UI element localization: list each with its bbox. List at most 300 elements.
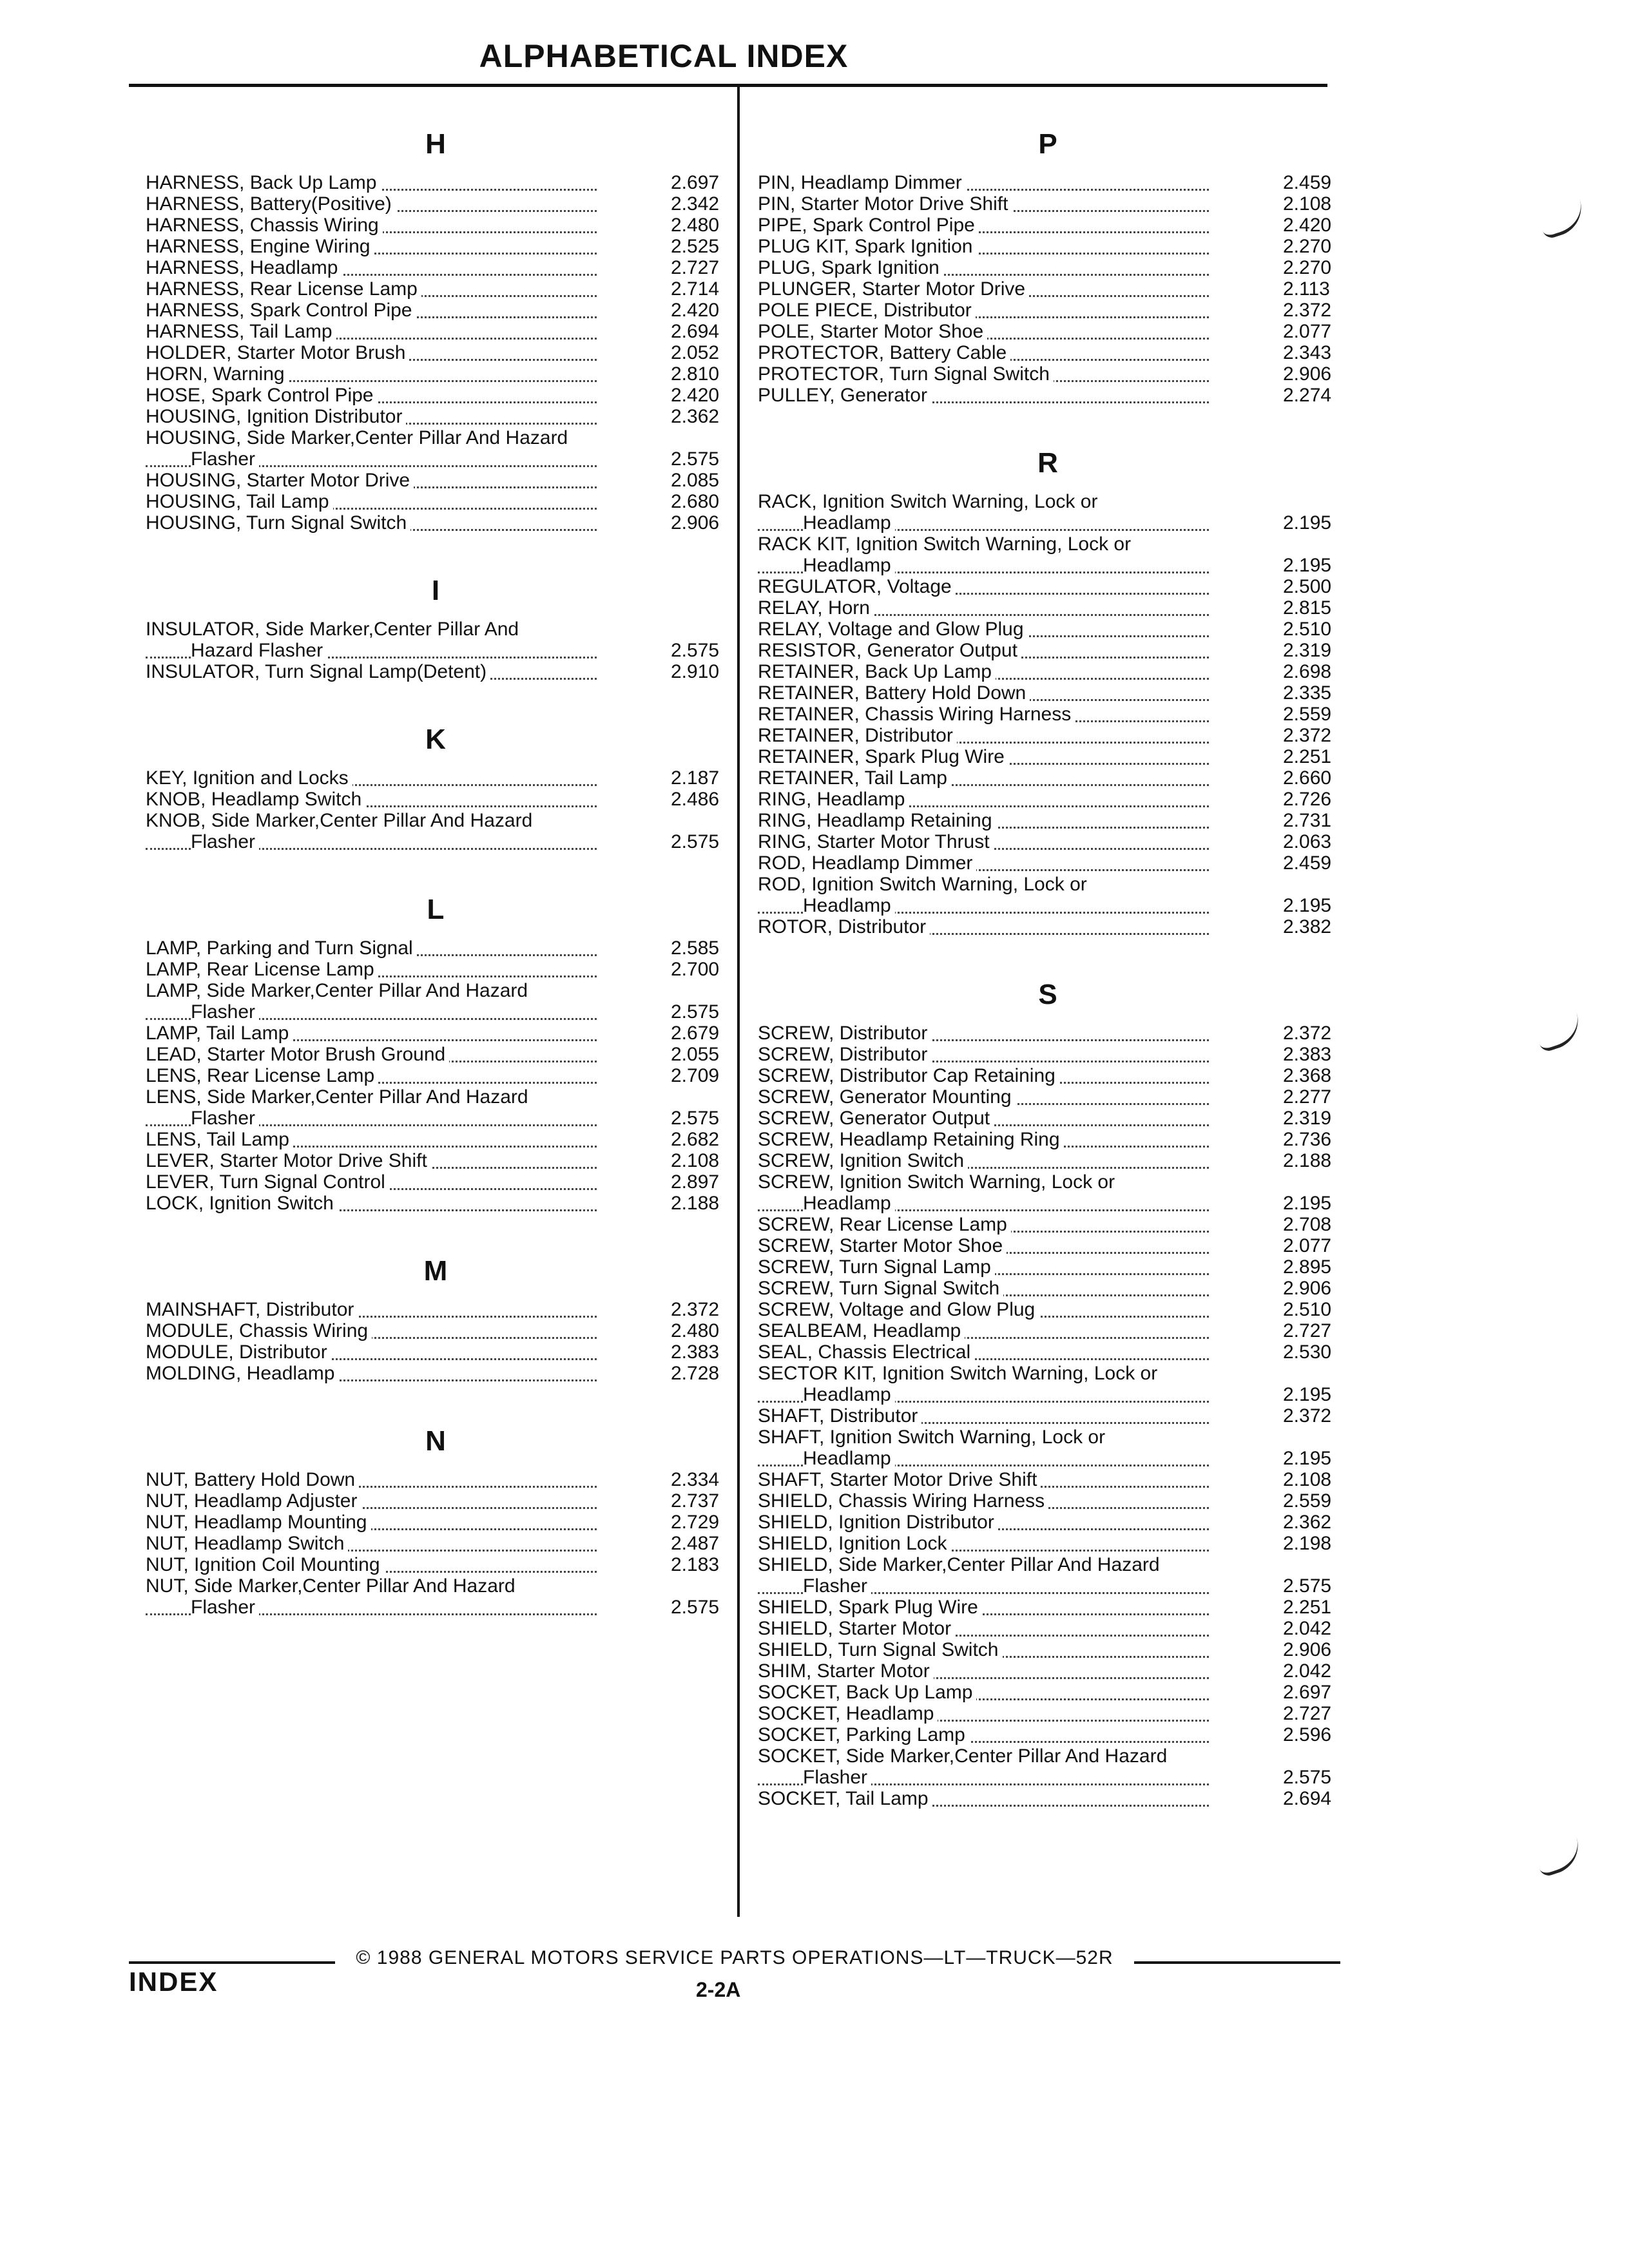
index-entry <box>758 1703 1338 1724</box>
entry-page-number: 2.108 <box>671 1150 720 1171</box>
entry-page-number: 2.575 <box>671 1597 720 1618</box>
entry-name: INSULATOR, Turn Signal Lamp(Detent) <box>146 661 490 682</box>
entry-name: ROTOR, Distributor <box>758 916 930 937</box>
index-entry <box>758 1235 1338 1256</box>
index-entry <box>758 1278 1338 1299</box>
index-entry <box>758 1639 1338 1660</box>
entry-page-number: 2.251 <box>1283 1597 1332 1618</box>
entry-page-number: 2.042 <box>1283 1618 1332 1639</box>
entry-name: ROD, Headlamp Dimmer <box>758 852 976 874</box>
entry-name: PIN, Starter Motor Drive Shift <box>758 193 1012 215</box>
entry-page-number: 2.063 <box>1283 831 1332 852</box>
check-mark-icon <box>1534 1836 1585 1878</box>
index-entry <box>146 959 726 980</box>
index-entry <box>758 321 1338 342</box>
entry-page-number: 2.420 <box>671 385 720 406</box>
entry-name: SHIELD, Side Marker,Center Pillar And Hazard <box>758 1554 1164 1575</box>
index-entry <box>758 874 1338 916</box>
index-entry <box>146 980 726 1023</box>
entry-name: RING, Starter Motor Thrust <box>758 831 994 852</box>
index-entry <box>758 1745 1338 1788</box>
index-entry <box>758 1086 1338 1108</box>
entry-page-number: 2.195 <box>1283 1384 1332 1405</box>
entry-name: HOUSING, Ignition Distributor <box>146 406 406 427</box>
entry-page-number: 2.195 <box>1283 1448 1332 1469</box>
index-entry <box>758 1023 1338 1044</box>
entry-page-number: 2.525 <box>671 236 720 257</box>
entry-name: NUT, Headlamp Mounting <box>146 1512 371 1533</box>
entry-name: NUT, Side Marker,Center Pillar And Hazard <box>146 1575 519 1597</box>
index-entry <box>146 1086 726 1129</box>
entry-page-number: 2.682 <box>671 1129 720 1150</box>
entry-page-number: 2.274 <box>1283 385 1332 406</box>
entry-page-number: 2.188 <box>671 1193 720 1214</box>
index-entry <box>146 1299 726 1320</box>
index-entry <box>758 1108 1338 1129</box>
index-section-i <box>146 533 726 682</box>
index-entry <box>758 1129 1338 1150</box>
entry-name: SHIELD, Ignition Distributor <box>758 1512 998 1533</box>
index-entry <box>758 1724 1338 1745</box>
entry-name: SCREW, Generator Mounting <box>758 1086 1016 1108</box>
index-entry <box>758 619 1338 640</box>
entry-name: SHAFT, Distributor <box>758 1405 921 1427</box>
entry-page-number: 2.372 <box>1283 1405 1332 1427</box>
column-divider <box>737 87 740 1917</box>
entry-name: SCREW, Starter Motor Shoe <box>758 1235 1007 1256</box>
entry-page-number: 2.530 <box>1283 1341 1332 1363</box>
entry-page-number: 2.480 <box>671 1320 720 1341</box>
entry-page-number: 2.108 <box>1283 1469 1332 1490</box>
entry-name: KNOB, Headlamp Switch <box>146 789 365 810</box>
entry-page-number: 2.368 <box>1283 1065 1332 1086</box>
entry-name: PLUG KIT, Spark Ignition <box>758 236 977 257</box>
index-entry <box>758 1256 1338 1278</box>
entry-name: SOCKET, Parking Lamp <box>758 1724 969 1745</box>
entry-page-number: 2.077 <box>1283 1235 1332 1256</box>
entry-page-number: 2.709 <box>671 1065 720 1086</box>
entry-page-number: 2.372 <box>1283 725 1332 746</box>
index-entry <box>758 1341 1338 1363</box>
entry-name: PIPE, Spark Control Pipe <box>758 215 979 236</box>
entry-name: PROTECTOR, Turn Signal Switch <box>758 363 1054 385</box>
entry-page-number: 2.343 <box>1283 342 1332 363</box>
entry-name: RETAINER, Chassis Wiring Harness <box>758 704 1075 725</box>
index-entry <box>146 661 726 682</box>
entry-name: NUT, Headlamp Adjuster <box>146 1490 361 1512</box>
index-entry <box>146 278 726 300</box>
entry-page-number: 2.335 <box>1283 682 1332 704</box>
entry-name: SCREW, Distributor <box>758 1044 931 1065</box>
entry-page-number: 2.251 <box>1283 746 1332 767</box>
entry-page-number: 2.575 <box>671 448 720 470</box>
entry-name: RETAINER, Distributor <box>758 725 957 746</box>
entry-name: HOUSING, Tail Lamp <box>146 491 333 512</box>
entry-name: SCREW, Distributor <box>758 1023 931 1044</box>
entry-page-number: 2.052 <box>671 342 720 363</box>
index-entry <box>758 576 1338 597</box>
entry-page-number: 2.575 <box>671 831 720 852</box>
entry-name: SHIELD, Chassis Wiring Harness <box>758 1490 1048 1512</box>
entry-page-number: 2.510 <box>1283 1299 1332 1320</box>
entry-name: SHIM, Starter Motor <box>758 1660 934 1682</box>
entry-page-number: 2.559 <box>1283 704 1332 725</box>
entry-name: RACK KIT, Ignition Switch Warning, Lock or <box>758 533 1135 555</box>
entry-name-continued: Flasher <box>803 1767 871 1788</box>
index-entry <box>146 1341 726 1363</box>
index-entry <box>758 1299 1338 1320</box>
index-entry <box>758 1554 1338 1597</box>
index-entry <box>758 1320 1338 1341</box>
index-entry <box>146 385 726 406</box>
entry-page-number: 2.698 <box>1283 661 1332 682</box>
index-entry <box>146 172 726 193</box>
entry-name: RETAINER, Tail Lamp <box>758 767 951 789</box>
entry-page-number: 2.510 <box>1283 619 1332 640</box>
entry-page-number: 2.726 <box>1283 789 1332 810</box>
entry-page-number: 2.372 <box>1283 300 1332 321</box>
entry-page-number: 2.077 <box>1283 321 1332 342</box>
index-entry <box>146 470 726 491</box>
index-entry <box>758 1427 1338 1469</box>
entry-page-number: 2.486 <box>671 789 720 810</box>
entry-name: SOCKET, Tail Lamp <box>758 1788 932 1809</box>
entry-page-number: 2.198 <box>1283 1533 1332 1554</box>
index-entry <box>146 1171 726 1193</box>
entry-name: NUT, Ignition Coil Mounting <box>146 1554 384 1575</box>
entry-page-number: 2.810 <box>671 363 720 385</box>
entry-name: SCREW, Generator Output <box>758 1108 994 1129</box>
entry-name: HOUSING, Starter Motor Drive <box>146 470 414 491</box>
entry-name: PLUG, Spark Ignition <box>758 257 943 278</box>
entry-page-number: 2.187 <box>671 767 720 789</box>
entry-name-continued: Hazard Flasher <box>191 640 327 661</box>
entry-page-number: 2.487 <box>671 1533 720 1554</box>
entry-page-number: 2.382 <box>1283 916 1332 937</box>
index-entry <box>758 746 1338 767</box>
section-letter: K <box>425 724 446 755</box>
entry-page-number: 2.459 <box>1283 852 1332 874</box>
entry-page-number: 2.906 <box>1283 1278 1332 1299</box>
entry-name: NUT, Headlamp Switch <box>146 1533 348 1554</box>
index-entry <box>758 257 1338 278</box>
index-entry <box>758 725 1338 746</box>
entry-page-number: 2.697 <box>671 172 720 193</box>
index-entry <box>146 215 726 236</box>
index-entry <box>758 193 1338 215</box>
entry-name: MOLDING, Headlamp <box>146 1363 338 1384</box>
entry-page-number: 2.895 <box>1283 1256 1332 1278</box>
index-entry <box>146 1129 726 1150</box>
entry-name: HARNESS, Rear License Lamp <box>146 278 421 300</box>
index-entry <box>758 831 1338 852</box>
entry-name-continued: Flasher <box>191 831 259 852</box>
entry-name: KEY, Ignition and Locks <box>146 767 352 789</box>
entry-name: SCREW, Ignition Switch Warning, Lock or <box>758 1171 1119 1193</box>
entry-page-number: 2.420 <box>671 300 720 321</box>
index-entry <box>146 491 726 512</box>
entry-name-continued: Flasher <box>191 1108 259 1129</box>
entry-page-number: 2.459 <box>1283 172 1332 193</box>
entry-name: INSULATOR, Side Marker,Center Pillar And <box>146 619 523 640</box>
entry-name: LENS, Side Marker,Center Pillar And Hazard <box>146 1086 532 1108</box>
index-entry <box>146 236 726 257</box>
section-letter: L <box>427 894 445 925</box>
entry-page-number: 2.188 <box>1283 1150 1332 1171</box>
index-entry <box>758 278 1338 300</box>
entry-page-number: 2.372 <box>1283 1023 1332 1044</box>
index-entry <box>146 1044 726 1065</box>
entry-page-number: 2.270 <box>1283 257 1332 278</box>
entry-page-number: 2.383 <box>671 1341 720 1363</box>
index-entry <box>758 916 1338 937</box>
index-entry <box>758 342 1338 363</box>
entry-name: MODULE, Distributor <box>146 1341 331 1363</box>
section-letter: S <box>1038 979 1057 1010</box>
index-entry <box>758 640 1338 661</box>
index-entry <box>758 385 1338 406</box>
entry-name: LAMP, Parking and Turn Signal <box>146 937 417 959</box>
index-entry <box>146 810 726 852</box>
section-letter: P <box>1038 128 1057 160</box>
entry-page-number: 2.575 <box>1283 1767 1332 1788</box>
entry-name: PULLEY, Generator <box>758 385 931 406</box>
entry-name: SECTOR KIT, Ignition Switch Warning, Lock or <box>758 1363 1161 1384</box>
entry-page-number: 2.195 <box>1283 895 1332 916</box>
index-section-r <box>758 406 1338 937</box>
entry-name: PLUNGER, Starter Motor Drive <box>758 278 1029 300</box>
entry-page-number: 2.319 <box>1283 640 1332 661</box>
entry-name-continued: Flasher <box>191 448 259 470</box>
entry-page-number: 2.906 <box>1283 1639 1332 1660</box>
index-entry <box>758 1490 1338 1512</box>
index-entry <box>146 1490 726 1512</box>
entry-name: SOCKET, Side Marker,Center Pillar And Hazard <box>758 1745 1171 1767</box>
entry-page-number: 2.480 <box>671 215 720 236</box>
entry-name: PIN, Headlamp Dimmer <box>758 172 966 193</box>
section-letter: N <box>425 1425 446 1457</box>
index-column-right <box>758 87 1338 1809</box>
index-entry <box>146 342 726 363</box>
entry-name: HARNESS, Battery(Positive) <box>146 193 396 215</box>
entry-page-number: 2.736 <box>1283 1129 1332 1150</box>
footer-page-number: 2-2A <box>696 1978 741 2001</box>
index-entry <box>758 1682 1338 1703</box>
entry-page-number: 2.195 <box>1283 512 1332 533</box>
entry-name: HARNESS, Spark Control Pipe <box>146 300 416 321</box>
index-entry <box>758 1469 1338 1490</box>
entry-page-number: 2.270 <box>1283 236 1332 257</box>
entry-name-continued: Flasher <box>803 1575 871 1597</box>
index-entry <box>146 789 726 810</box>
entry-page-number: 2.714 <box>671 278 720 300</box>
entry-page-number: 2.815 <box>1283 597 1332 619</box>
entry-page-number: 2.694 <box>1283 1788 1332 1809</box>
entry-page-number: 2.559 <box>1283 1490 1332 1512</box>
entry-page-number: 2.708 <box>1283 1214 1332 1235</box>
index-entry <box>758 1363 1338 1405</box>
entry-name: HORN, Warning <box>146 363 289 385</box>
entry-name: RING, Headlamp Retaining <box>758 810 996 831</box>
entry-name: SCREW, Ignition Switch <box>758 1150 968 1171</box>
index-entry <box>146 1363 726 1384</box>
entry-name: RETAINER, Spark Plug Wire <box>758 746 1008 767</box>
entry-name: SHIELD, Spark Plug Wire <box>758 1597 982 1618</box>
index-entry <box>758 533 1338 576</box>
index-entry <box>146 767 726 789</box>
entry-name: KNOB, Side Marker,Center Pillar And Hazard <box>146 810 536 831</box>
entry-page-number: 2.575 <box>671 640 720 661</box>
entry-name: SHIELD, Starter Motor <box>758 1618 955 1639</box>
entry-page-number: 2.042 <box>1283 1660 1332 1682</box>
entry-name: SHIELD, Ignition Lock <box>758 1533 950 1554</box>
entry-page-number: 2.910 <box>671 661 720 682</box>
entry-page-number: 2.660 <box>1283 767 1332 789</box>
index-entry <box>758 1150 1338 1171</box>
index-entry <box>146 1150 726 1171</box>
index-entry <box>758 661 1338 682</box>
entry-name: RING, Headlamp <box>758 789 909 810</box>
index-entry <box>758 1171 1338 1214</box>
entry-name: SCREW, Turn Signal Lamp <box>758 1256 995 1278</box>
entry-name-continued: Flasher <box>191 1597 259 1618</box>
entry-name: NUT, Battery Hold Down <box>146 1469 359 1490</box>
index-entry <box>146 193 726 215</box>
entry-name: ROD, Ignition Switch Warning, Lock or <box>758 874 1091 895</box>
index-entry <box>758 1788 1338 1809</box>
entry-name: SCREW, Rear License Lamp <box>758 1214 1011 1235</box>
index-section-l <box>146 852 726 1214</box>
index-section-m <box>146 1214 726 1384</box>
footer-copyright: © 1988 GENERAL MOTORS SERVICE PARTS OPERATIONS—LT—TRUCK—52R <box>356 1947 1113 1968</box>
index-entry <box>758 1405 1338 1427</box>
entry-page-number: 2.575 <box>671 1001 720 1023</box>
entry-page-number: 2.906 <box>671 512 720 533</box>
entry-name: SCREW, Headlamp Retaining Ring <box>758 1129 1064 1150</box>
index-section-p <box>758 87 1338 406</box>
entry-page-number: 2.694 <box>671 321 720 342</box>
check-mark-icon <box>1537 198 1588 240</box>
entry-name: LENS, Tail Lamp <box>146 1129 293 1150</box>
entry-page-number: 2.737 <box>671 1490 720 1512</box>
entry-name: SCREW, Distributor Cap Retaining <box>758 1065 1059 1086</box>
index-section-k <box>146 682 726 852</box>
entry-page-number: 2.906 <box>1283 363 1332 385</box>
index-entry <box>758 810 1338 831</box>
entry-name: LENS, Rear License Lamp <box>146 1065 378 1086</box>
entry-name: SHAFT, Ignition Switch Warning, Lock or <box>758 1427 1109 1448</box>
entry-name: PROTECTOR, Battery Cable <box>758 342 1010 363</box>
entry-page-number: 2.319 <box>1283 1108 1332 1129</box>
entry-name: LAMP, Rear License Lamp <box>146 959 378 980</box>
index-entry <box>758 236 1338 257</box>
entry-name: RETAINER, Back Up Lamp <box>758 661 996 682</box>
index-entry <box>758 1533 1338 1554</box>
index-entry <box>758 852 1338 874</box>
index-entry <box>146 257 726 278</box>
index-entry <box>758 215 1338 236</box>
index-entry <box>758 767 1338 789</box>
entry-name: POLE, Starter Motor Shoe <box>758 321 987 342</box>
entry-page-number: 2.500 <box>1283 576 1332 597</box>
entry-name-continued: Headlamp <box>803 1193 895 1214</box>
index-entry <box>146 363 726 385</box>
index-entry <box>758 300 1338 321</box>
index-entry <box>146 427 726 470</box>
index-entry <box>758 172 1338 193</box>
index-entry <box>146 1023 726 1044</box>
entry-name: HARNESS, Chassis Wiring <box>146 215 383 236</box>
page-title: ALPHABETICAL INDEX <box>479 38 849 74</box>
index-entry <box>758 1214 1338 1235</box>
entry-name: SHAFT, Starter Motor Drive Shift <box>758 1469 1041 1490</box>
entry-name: HOSE, Spark Control Pipe <box>146 385 377 406</box>
section-letter: R <box>1037 447 1058 479</box>
entry-name: RACK, Ignition Switch Warning, Lock or <box>758 491 1101 512</box>
entry-page-number: 2.727 <box>1283 1703 1332 1724</box>
entry-page-number: 2.183 <box>671 1554 720 1575</box>
entry-name: HARNESS, Back Up Lamp <box>146 172 380 193</box>
entry-name-continued: Headlamp <box>803 555 895 576</box>
entry-name: HOUSING, Turn Signal Switch <box>146 512 410 533</box>
entry-page-number: 2.195 <box>1283 555 1332 576</box>
index-entry <box>758 1660 1338 1682</box>
entry-name-continued: Flasher <box>191 1001 259 1023</box>
entry-page-number: 2.362 <box>1283 1512 1332 1533</box>
entry-name: SCREW, Voltage and Glow Plug <box>758 1299 1039 1320</box>
footer-section-label: INDEX <box>129 1966 218 1997</box>
section-letter: I <box>431 575 440 606</box>
entry-name: RELAY, Voltage and Glow Plug <box>758 619 1028 640</box>
index-entry <box>146 512 726 533</box>
index-entry <box>758 1044 1338 1065</box>
entry-page-number: 2.679 <box>671 1023 720 1044</box>
entry-name: SOCKET, Back Up Lamp <box>758 1682 976 1703</box>
index-entry <box>758 789 1338 810</box>
entry-name: HARNESS, Tail Lamp <box>146 321 336 342</box>
index-entry <box>758 491 1338 533</box>
index-entry <box>758 597 1338 619</box>
entry-name: HARNESS, Headlamp <box>146 257 342 278</box>
entry-page-number: 2.085 <box>671 470 720 491</box>
entry-name: REGULATOR, Voltage <box>758 576 956 597</box>
entry-page-number: 2.728 <box>671 1363 720 1384</box>
entry-name: SHIELD, Turn Signal Switch <box>758 1639 1003 1660</box>
entry-page-number: 2.680 <box>671 491 720 512</box>
index-entry <box>758 1512 1338 1533</box>
entry-page-number: 2.362 <box>671 406 720 427</box>
footer-line <box>129 1947 1340 1973</box>
index-entry <box>758 1065 1338 1086</box>
entry-page-number: 2.195 <box>1283 1193 1332 1214</box>
index-entry <box>146 1469 726 1490</box>
entry-name: MAINSHAFT, Distributor <box>146 1299 358 1320</box>
index-entry <box>146 1512 726 1533</box>
entry-page-number: 2.342 <box>671 193 720 215</box>
entry-name: SEAL, Chassis Electrical <box>758 1341 974 1363</box>
entry-name: LAMP, Side Marker,Center Pillar And Hazard <box>146 980 532 1001</box>
entry-page-number: 2.575 <box>1283 1575 1332 1597</box>
entry-page-number: 2.277 <box>1283 1086 1332 1108</box>
entry-page-number: 2.585 <box>671 937 720 959</box>
index-entry <box>146 321 726 342</box>
index-entry <box>146 1554 726 1575</box>
entry-page-number: 2.729 <box>671 1512 720 1533</box>
index-entry <box>146 1193 726 1214</box>
entry-page-number: 2.113 <box>1283 278 1330 300</box>
index-entry <box>146 619 726 661</box>
index-entry <box>758 704 1338 725</box>
